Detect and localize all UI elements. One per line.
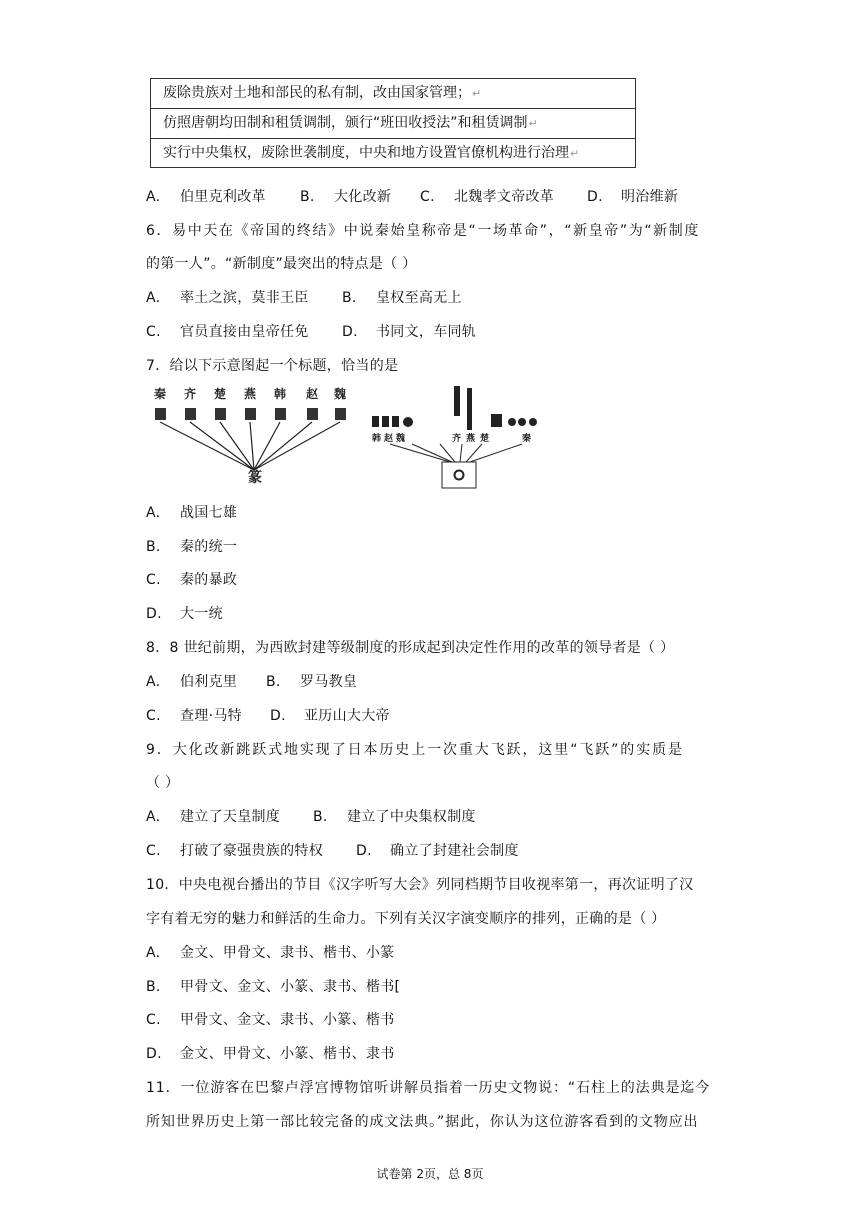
state-name-label: 燕: [466, 434, 476, 444]
unification-diagram: [150, 382, 560, 494]
q11-stem-line2: 所知世界历史上第一部比较完备的成文法典。”据此，你认为这位游客看到的文物应出: [146, 1114, 699, 1130]
state-name-label: 秦: [154, 387, 167, 401]
q7-option-a[interactable]: A. 战国七雄: [146, 505, 238, 521]
script-glyph: [307, 408, 318, 420]
state-name-label: 赵: [306, 387, 319, 401]
q9-stem-line2: （ ）: [146, 775, 180, 791]
q10-stem-line1: 10．中央电视台播出的节目《汉字听写大会》列同档期节目收视率第一，再次证明了汉: [146, 877, 694, 893]
state-name-label: 齐: [184, 387, 197, 401]
q7-option-c[interactable]: C. 秦的暴政: [146, 572, 238, 588]
table-cell: 实行中央集权，废除世袭制度，中央和地方设置官僚机构进行治理: [163, 145, 569, 161]
knife-coin-icon: [454, 386, 460, 416]
script-glyph: [275, 408, 286, 420]
option-b[interactable]: B. 罗马教皇: [266, 674, 358, 690]
option-a[interactable]: A. 伯里克利改革: [146, 189, 266, 205]
option-c[interactable]: C. 官员直接由皇帝任免: [146, 324, 309, 340]
knife-coin-icon: [467, 388, 472, 430]
script-glyph: [185, 408, 196, 420]
option-c[interactable]: C. 查理·马特: [146, 708, 242, 724]
table-row: [151, 79, 635, 109]
q10-option-d[interactable]: D. 金文、甲骨文、小篆、楷书、隶书: [146, 1046, 395, 1062]
q7-option-d[interactable]: D. 大一统: [146, 606, 223, 622]
spade-coin-icon: [372, 416, 379, 427]
state-name-label: 齐: [452, 434, 462, 444]
round-coin-icon: [508, 418, 516, 426]
convergence-line: [254, 422, 312, 470]
q7-option-b[interactable]: B. 秦的统一: [146, 539, 238, 555]
script-glyph: [155, 408, 166, 420]
q10-option-c[interactable]: C. 甲骨文、金文、隶书、小篆、楷书: [146, 1012, 395, 1028]
option-a[interactable]: A. 率土之滨，莫非王臣: [146, 290, 309, 306]
option-c[interactable]: C. 打破了豪强贵族的特权: [146, 843, 323, 859]
state-name-label: 韩: [372, 434, 382, 444]
convergence-line: [250, 422, 254, 470]
q9-stem-line1: 9．大化改新跳跃式地实现了日本历史上一次重大飞跃，这里“飞跃”的实质是: [146, 742, 684, 758]
table-row: [151, 109, 635, 139]
convergence-line: [220, 422, 254, 470]
left-script-diagram: [153, 386, 346, 486]
return-mark: ↵: [570, 147, 580, 160]
return-mark: ↵: [528, 117, 538, 130]
q10-stem-line2: 字有着无穷的魅力和鲜活的生命力。下列有关汉字演变顺序的排列，正确的是（ ）: [146, 911, 666, 927]
script-glyph: [335, 408, 346, 420]
page-footer: 试卷第 2页，总 8页: [376, 1167, 484, 1181]
q6-stem-line1: 6．易中天在《帝国的终结》中说秦始皇称帝是“一场革命”，“新皇帝”为“新制度: [146, 223, 700, 239]
spade-coin-icon: [392, 416, 399, 427]
convergence-line: [160, 422, 254, 470]
state-name-label: 赵: [384, 434, 394, 444]
ant-nose-coin-icon: [491, 414, 502, 427]
table-cell: 废除贵族对土地和部民的私有制，改由国家管理；: [163, 85, 471, 101]
option-d[interactable]: D. 确立了封建社会制度: [356, 843, 519, 859]
round-coin-icon: [518, 418, 526, 426]
state-name-label: 魏: [396, 434, 406, 444]
option-b[interactable]: B. 皇权至高无上: [342, 290, 462, 306]
option-d[interactable]: D. 亚历山大大帝: [270, 708, 390, 724]
table-row: [151, 139, 635, 168]
unified-script-glyph: 篆: [248, 470, 262, 486]
state-name-label: 秦: [522, 434, 532, 444]
q11-stem-line1: 11．一位游客在巴黎卢浮宫博物馆听讲解员指着一历史文物说：“石柱上的法典是迄今: [146, 1080, 711, 1096]
right-coin-diagram: [372, 386, 537, 488]
q10-option-b[interactable]: B. 甲骨文、金文、小篆、隶书、楷书[: [146, 979, 401, 995]
round-coin-icon: [403, 417, 413, 427]
state-name-label: 楚: [480, 434, 490, 444]
reform-measures-table: [150, 78, 636, 168]
return-mark: ↵: [472, 87, 482, 100]
q7-stem: 7．给以下示意图起一个标题，恰当的是: [146, 358, 399, 374]
q6-stem-line2: 的第一人”。“新制度”最突出的特点是（ ）: [146, 256, 417, 272]
script-glyph: [245, 408, 256, 420]
banliang-coin-icon: [455, 471, 464, 480]
spade-coin-icon: [382, 416, 389, 427]
round-coin-icon: [529, 418, 537, 426]
convergence-line: [190, 422, 254, 470]
option-d[interactable]: D. 书同文，车同轨: [342, 324, 477, 340]
qin-coin-box: [442, 462, 476, 488]
q8-stem: 8．8 世纪前期，为西欧封建等级制度的形成起到决定性作用的改革的领导者是（ ）: [146, 640, 675, 656]
option-b[interactable]: B. 建立了中央集权制度: [313, 809, 476, 825]
state-name-label: 韩: [274, 387, 287, 401]
option-a[interactable]: A. 建立了天皇制度: [146, 809, 281, 825]
table-cell: 仿照唐朝均田制和租赁调制，颁行“班田收授法”和租赁调制: [163, 115, 528, 131]
state-name-label: 楚: [214, 387, 227, 401]
option-c[interactable]: C. 北魏孝文帝改革: [420, 189, 555, 205]
q10-option-a[interactable]: A. 金文、甲骨文、隶书、楷书、小篆: [146, 945, 395, 961]
option-a[interactable]: A. 伯利克里: [146, 674, 238, 690]
option-d[interactable]: D. 明治维新: [587, 189, 679, 205]
script-glyph: [215, 408, 226, 420]
option-b[interactable]: B. 大化改新: [300, 189, 392, 205]
state-name-label: 燕: [244, 387, 257, 401]
state-name-label: 魏: [334, 387, 347, 401]
